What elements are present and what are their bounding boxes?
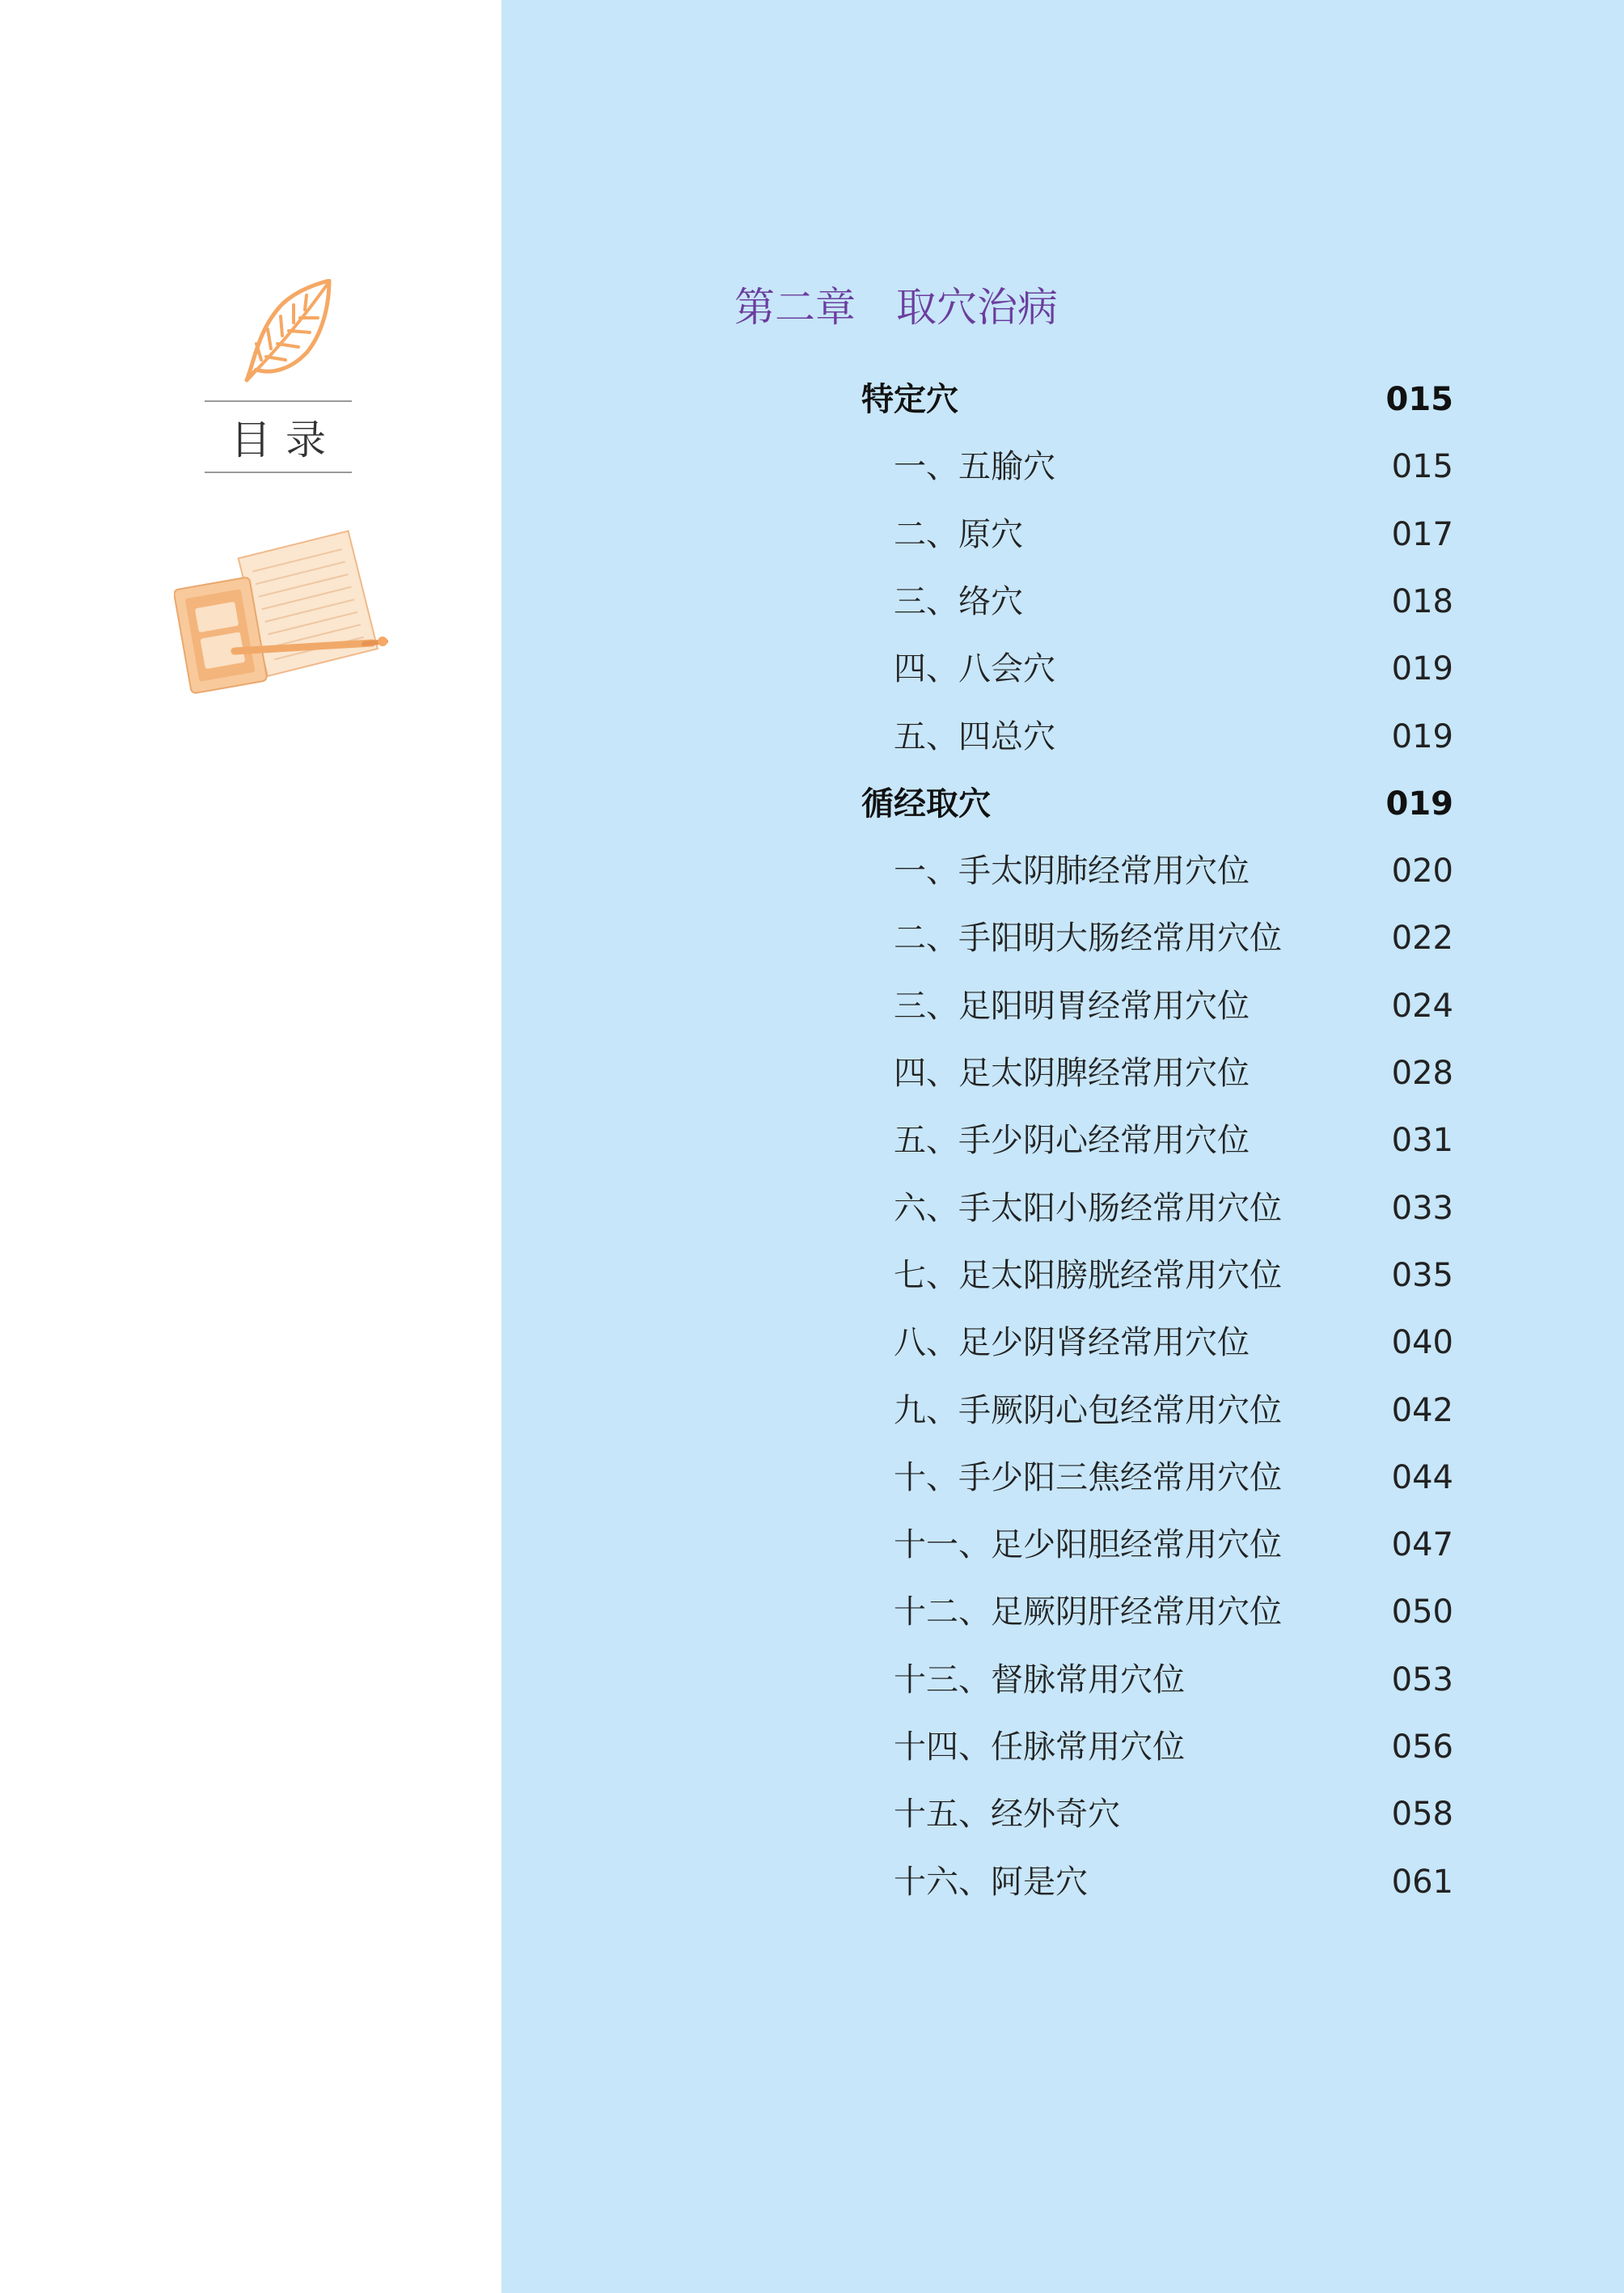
- toc-entry-title: 三、足阳明胃经常用穴位: [894, 988, 1250, 1025]
- toc-entry-page: 015: [1385, 381, 1453, 418]
- toc-entry-page: 053: [1391, 1661, 1453, 1699]
- toc-entry-title: 十、手少阳三焦经常用穴位: [894, 1459, 1282, 1496]
- toc-entry-title: 四、八会穴: [894, 650, 1055, 687]
- toc-entry-title: 二、原穴: [894, 516, 1023, 553]
- toc-item[interactable]: [0, 1176, 1624, 1241]
- toc-entry-title: 十四、任脉常用穴位: [894, 1728, 1185, 1766]
- toc-entry-page: 042: [1391, 1392, 1453, 1429]
- toc-entry-page: 058: [1391, 1796, 1453, 1833]
- toc-entry-title: 十一、足少阳胆经常用穴位: [894, 1526, 1282, 1563]
- toc-entry-title: 六、手太阳小肠经常用穴位: [894, 1190, 1282, 1227]
- toc-entry-title: 一、五腧穴: [894, 448, 1055, 485]
- toc-entry-page: 015: [1391, 448, 1453, 485]
- toc-entry-page: 033: [1391, 1190, 1453, 1227]
- toc-entry-title: 十五、经外奇穴: [894, 1796, 1120, 1833]
- toc-entry-title: 二、手阳明大肠经常用穴位: [894, 920, 1282, 957]
- toc-item[interactable]: [0, 1715, 1624, 1779]
- toc-entry-page: 024: [1391, 988, 1453, 1025]
- toc-entry-page: 022: [1391, 920, 1453, 957]
- toc-entry-title: 八、足少阴肾经常用穴位: [894, 1324, 1250, 1361]
- toc-item[interactable]: [0, 1648, 1624, 1712]
- toc-entry-title: 五、四总穴: [894, 718, 1055, 755]
- toc-entry-page: 017: [1391, 516, 1453, 553]
- toc-item[interactable]: [0, 1108, 1624, 1173]
- toc-entry-page: 019: [1385, 785, 1453, 823]
- toc-section[interactable]: [0, 772, 1624, 836]
- toc-item[interactable]: [0, 1782, 1624, 1847]
- toc-item[interactable]: [0, 569, 1624, 634]
- toc-item[interactable]: [0, 704, 1624, 769]
- toc-item[interactable]: [0, 637, 1624, 701]
- toc-entry-title: 五、手少阴心经常用穴位: [894, 1122, 1250, 1159]
- toc-item[interactable]: [0, 1445, 1624, 1510]
- toc-heading: 目录: [230, 417, 340, 463]
- toc-item[interactable]: [0, 974, 1624, 1039]
- toc-item[interactable]: [0, 1512, 1624, 1577]
- toc-item[interactable]: [0, 1243, 1624, 1308]
- toc-entry-title: 特定穴: [861, 381, 958, 418]
- toc-entry-page: 040: [1391, 1324, 1453, 1361]
- toc-entry-page: 020: [1391, 852, 1453, 890]
- chapter-title: 第二章 取穴治病: [734, 284, 1058, 331]
- toc-entry-page: 050: [1391, 1593, 1453, 1631]
- toc-entry-page: 061: [1391, 1864, 1453, 1901]
- toc-entry-page: 035: [1391, 1257, 1453, 1294]
- toc-entry-title: 十三、督脉常用穴位: [894, 1661, 1185, 1699]
- toc-section[interactable]: [0, 367, 1624, 432]
- toc-item[interactable]: [0, 839, 1624, 903]
- toc-item[interactable]: [0, 502, 1624, 567]
- toc-item[interactable]: [0, 434, 1624, 499]
- toc-entry-title: 九、手厥阴心包经常用穴位: [894, 1392, 1282, 1429]
- toc-entry-title: 十六、阿是穴: [894, 1864, 1088, 1901]
- toc-item[interactable]: [0, 1580, 1624, 1644]
- toc-entry-page: 031: [1391, 1122, 1453, 1159]
- toc-item[interactable]: [0, 906, 1624, 971]
- toc-item[interactable]: [0, 1041, 1624, 1106]
- toc-entry-title: 一、手太阴肺经常用穴位: [894, 852, 1250, 890]
- toc-entry-title: 三、络穴: [894, 583, 1023, 620]
- toc-item[interactable]: [0, 1850, 1624, 1914]
- toc-item[interactable]: [0, 1310, 1624, 1375]
- toc-entry-page: 056: [1391, 1728, 1453, 1766]
- toc-entry-page: 044: [1391, 1459, 1453, 1496]
- toc-entry-title: 七、足太阳膀胱经常用穴位: [894, 1257, 1282, 1294]
- toc-entry-page: 028: [1391, 1055, 1453, 1092]
- toc-entry-page: 047: [1391, 1526, 1453, 1563]
- toc-entry-page: 018: [1391, 583, 1453, 620]
- toc-entry-title: 四、足太阴脾经常用穴位: [894, 1055, 1250, 1092]
- toc-item[interactable]: [0, 1378, 1624, 1443]
- toc-entry-page: 019: [1391, 718, 1453, 755]
- toc-entry-title: 十二、足厥阴肝经常用穴位: [894, 1593, 1282, 1631]
- toc-entry-page: 019: [1391, 650, 1453, 687]
- toc-entry-title: 循经取穴: [861, 785, 991, 823]
